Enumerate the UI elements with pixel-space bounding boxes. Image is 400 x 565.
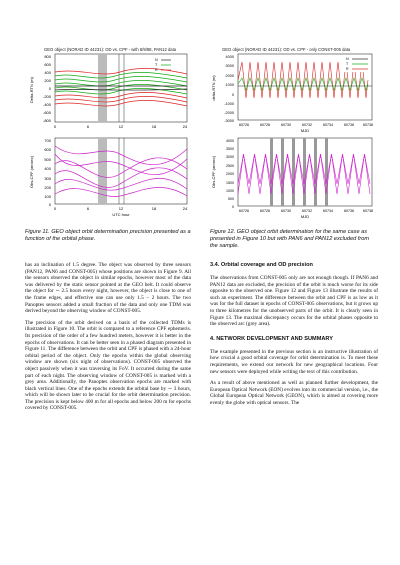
figure-12-bottom-plot: [210, 134, 380, 220]
y-tick: 500: [44, 157, 51, 162]
y-tick: 0: [48, 86, 51, 91]
legend-label: T: [346, 62, 349, 66]
y-tick: 400: [44, 166, 51, 171]
x-tick: 0: [53, 124, 57, 129]
y-axis-label: delta-RTN (m): [211, 75, 216, 101]
y-tick: 100: [44, 194, 51, 199]
x-tick: 60736: [344, 123, 354, 127]
x-tick: 60730: [281, 123, 291, 127]
y-tick: 1000: [226, 189, 234, 193]
y-tick: 0: [231, 93, 234, 97]
paragraph: The precision of the orbit derived on a basis of the collected TDMs is illustrated in Figure 10. The orbit is compared to a reference CPF ephemeris. Its precision of the order of a few hundred meters, however it is better in the epochs of observations. It can be better seen in a phased diagram presented in Figure 11. The difference between the orbit and CPF is phased with a 24-hour orbital period of the object. Only the epochs within the global observing window are shown (six night of observations). CONST-005 observed the object passively when it was traversing its FoV. It occurred during the same part of each night. The observing window of CONST-005 is marked with a grey area. Additionally, the Panoptes observation epochs are marked with black vertical lines. One of the epochs extends the orbital base by ∼ 3 hours, which will be shown later to be crucial for the orbit determination precision. The precision is kept below 400 m for all epochs and below 200 m for epochs covered by CONST-005.: [25, 319, 191, 412]
x-tick: 60726: [239, 123, 249, 127]
y-tick: 3000: [225, 64, 234, 68]
y-tick: 500: [228, 197, 234, 201]
x-tick: 24: [182, 206, 188, 211]
y-tick: 2000: [225, 74, 234, 78]
y-tick: 600: [44, 147, 51, 152]
x-tick: 60730: [281, 209, 291, 213]
x-tick: 60738: [363, 123, 373, 127]
y-axis-label: Obs-CPF (arcsec): [211, 155, 216, 189]
left-text-column: [25, 262, 191, 417]
x-tick: 18: [151, 206, 157, 211]
figure-12-caption: Figure 12. GEO object orbit determination for the same case as presented in Figure 10 but with PAN6 and PAN12 excluded from the sample.: [210, 229, 369, 249]
x-tick: 60726: [239, 209, 249, 213]
x-tick: 0: [53, 206, 57, 211]
y-tick: 4000: [226, 139, 234, 143]
legend: [344, 55, 371, 72]
x-tick: 6: [86, 124, 90, 129]
y-tick: 200: [44, 185, 51, 190]
y-tick: 3000: [226, 155, 234, 159]
y-tick: -1000: [224, 102, 234, 106]
y-axis-label: Obs-CPF (arcsec): [29, 155, 34, 189]
legend-label: N: [155, 58, 158, 62]
paragraph: The example presented in the previous section is an instructive illustration of how crucial a good orbital coverage for orbit determination is. To meet these requirements, we extend our network for new geographical locations. Four new sensors were deployed while writing the text of this contribution.: [210, 348, 378, 375]
paragraph: has an inclination of 1.5 degree. The object was observed by three sensors (PAN12, PAN6 and CONST-005) whose positions are shown in Figure 9. All the sensors observed the object in similar epochs, however most of the data was delivered by the static sensor pointed at the GEO belt. It could observe the object for ∼ 2.5 hours every night, however, the object is close to one of the frame edges, and effective one can use only 1.5 − 2 hours. The two Panoptes sensors added a small fraction of the data and only one TDM was derived beyond the observing window of CONST-005.: [25, 262, 191, 315]
y-tick: 2000: [226, 172, 234, 176]
paragraph: The observations from CONST-005 only are not enough though. If PAN6 and PAN12 data are excluded, the precision of the orbit is much worse for its side opposite to the observed one. Figure 12 and Figure 13 illustrate the results of such an experiment. The difference between the orbit and CPF is as low as it was for the full dataset in epochs of CONST-005 observations, but it grows up to three kilometres for the unobserved parts of the orbit. It is clearly seen in Figure 13. The maximal discrepancy occurs for the orbital phases opposite to the observed arc (grey area).: [210, 275, 378, 328]
figure-11-title: GEO object (NORAD ID 44231): OD vs. CPF - with 8/9/88, PAN12 data: [44, 47, 177, 52]
x-axis-label: UTC hour: [112, 212, 130, 217]
x-tick: 12: [118, 206, 124, 211]
x-tick: 60728: [260, 209, 270, 213]
x-tick: 18: [151, 124, 157, 129]
y-tick: 3500: [226, 147, 234, 151]
legend-label: R: [346, 67, 349, 71]
y-tick: 200: [44, 78, 51, 83]
y-tick: 800: [44, 54, 51, 59]
figure-11-caption: Figure 11. GEO object orbit determination precision presented as a function of the orbital phase.: [25, 229, 191, 242]
legend-label: T: [155, 63, 158, 67]
y-tick: 300: [44, 176, 51, 181]
y-tick: -400: [42, 102, 51, 107]
section-heading: 4. NETWORK DEVELOPMENT AND SUMMARY: [210, 335, 333, 342]
x-tick: 60736: [344, 209, 354, 213]
y-tick: 1500: [226, 181, 234, 185]
y-tick: 4000: [225, 55, 234, 59]
y-tick: -600: [42, 110, 51, 115]
figure-12-top-plot: [210, 50, 380, 134]
figure-11-bottom-plot: [25, 134, 195, 218]
y-tick: 600: [44, 62, 51, 67]
y-tick: 0: [48, 202, 51, 207]
x-tick: 60738: [363, 209, 373, 213]
section-heading: 3.4. Orbital coverage and OD precision: [210, 262, 313, 268]
x-tick: 12: [118, 124, 124, 129]
x-tick: 24: [182, 124, 188, 129]
x-tick: 6: [86, 206, 90, 211]
x-tick: 60728: [260, 123, 270, 127]
x-tick: 60734: [323, 123, 333, 127]
legend-label: N: [346, 57, 349, 61]
paragraph: As a result of above mentioned as well as planned further development, the European Optical Network (EON) evolves into its commercial version, i.e., the Global European Optical Network (GEON), which is aimed at covering more evenly the globe with optical sensors. The: [210, 380, 378, 406]
y-tick: -800: [42, 118, 51, 123]
right-text-column: [210, 262, 378, 412]
x-tick: 60734: [323, 209, 333, 213]
y-tick: 2500: [226, 164, 234, 168]
y-tick: -2000: [224, 111, 234, 115]
legend-label: R: [155, 68, 158, 72]
y-tick: 1000: [225, 83, 234, 87]
figure-11-top-plot: [25, 50, 195, 130]
y-tick: -3000: [224, 119, 234, 123]
x-tick: 60732: [302, 123, 312, 127]
x-axis-label: MJD: [300, 128, 310, 133]
y-tick: -200: [42, 94, 51, 99]
y-tick: 700: [44, 138, 51, 143]
y-tick: 0: [232, 205, 234, 209]
x-axis-label: MJD: [300, 214, 310, 219]
y-axis-label: Delta-RTN (m): [29, 77, 34, 103]
y-tick: 400: [44, 70, 51, 75]
figure-12-title: GEO object (NORAD ID 44231): OD vs. CPF - only CONST-005 data: [222, 47, 351, 52]
x-tick: 60732: [302, 209, 312, 213]
